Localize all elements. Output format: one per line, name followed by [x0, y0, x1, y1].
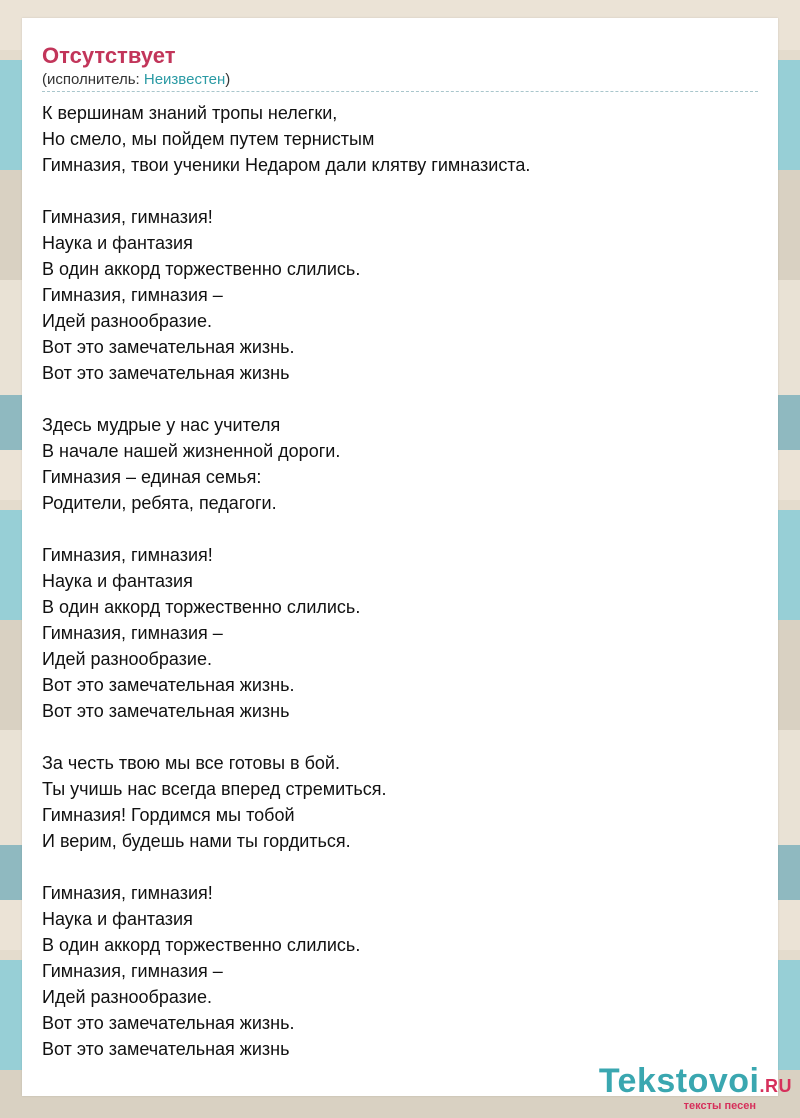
- logo-wordmark: Tekstovoi: [598, 1062, 760, 1100]
- lyrics-card: [22, 18, 778, 1096]
- lyrics-line: Гимназия! Гордимся мы тобой: [42, 805, 295, 825]
- lyrics-line: Вот это замечательная жизнь: [42, 1039, 290, 1059]
- lyrics-line: В один аккорд торжественно слились.: [42, 597, 361, 617]
- lyrics-stanza: [42, 412, 758, 516]
- lyrics-line: Вот это замечательная жизнь.: [42, 337, 295, 357]
- site-logo[interactable]: [599, 1063, 792, 1112]
- lyrics-line: Наука и фантазия: [42, 571, 193, 591]
- lyrics-stanza: [42, 880, 758, 1062]
- logo-subtitle: тексты песен: [683, 1100, 756, 1112]
- lyrics-line: Вот это замечательная жизнь: [42, 363, 290, 383]
- lyrics-line: В один аккорд торжественно слились.: [42, 935, 361, 955]
- lyrics-line: Гимназия, гимназия!: [42, 883, 213, 903]
- lyrics-line: Гимназия, гимназия!: [42, 545, 213, 565]
- lyrics-line: За честь твою мы все готовы в бой.: [42, 753, 340, 773]
- lyrics-stanza: [42, 204, 758, 386]
- lyrics-line: Вот это замечательная жизнь: [42, 701, 290, 721]
- lyrics-line: В один аккорд торжественно слились.: [42, 259, 361, 279]
- lyrics-line: Наука и фантазия: [42, 909, 193, 929]
- lyrics-line: Родители, ребята, педагоги.: [42, 493, 277, 513]
- lyrics-stanza: [42, 100, 758, 178]
- lyrics-line: Но смело, мы пойдем путем тернистым: [42, 129, 375, 149]
- lyrics-line: Идей разнообразие.: [42, 987, 212, 1007]
- artist-line: [42, 70, 758, 92]
- lyrics-line: Наука и фантазия: [42, 233, 193, 253]
- lyrics-line: Гимназия – единая семья:: [42, 467, 262, 487]
- lyrics-line: Здесь мудрые у нас учителя: [42, 415, 281, 435]
- artist-link[interactable]: Неизвестен: [143, 71, 226, 88]
- lyrics-line: Вот это замечательная жизнь.: [42, 1013, 295, 1033]
- lyrics-stanza: [42, 750, 758, 854]
- lyrics-line: К вершинам знаний тропы нелегки,: [42, 103, 338, 123]
- lyrics-line: В начале нашей жизненной дороги.: [42, 441, 341, 461]
- lyrics-stanza: [42, 542, 758, 724]
- artist-prefix: (исполнитель:: [42, 71, 144, 88]
- lyrics-line: Гимназия, гимназия –: [42, 961, 223, 981]
- logo-tld: .RU: [759, 1076, 792, 1096]
- song-title: Отсутствует: [42, 43, 176, 68]
- lyrics-line: Гимназия, гимназия!: [42, 207, 213, 227]
- lyrics-line: И верим, будешь нами ты гордиться.: [42, 831, 351, 851]
- lyrics-body: [42, 100, 758, 1062]
- lyrics-line: Вот это замечательная жизнь.: [42, 675, 295, 695]
- lyrics-line: Идей разнообразие.: [42, 311, 212, 331]
- lyrics-line: Гимназия, твои ученики Недаром дали клятву гимназиста.: [42, 155, 531, 175]
- lyrics-line: Ты учишь нас всегда вперед стремиться.: [42, 779, 387, 799]
- lyrics-line: Гимназия, гимназия –: [42, 623, 223, 643]
- lyrics-line: Идей разнообразие.: [42, 649, 212, 669]
- artist-suffix: ): [225, 71, 231, 88]
- lyrics-line: Гимназия, гимназия –: [42, 285, 223, 305]
